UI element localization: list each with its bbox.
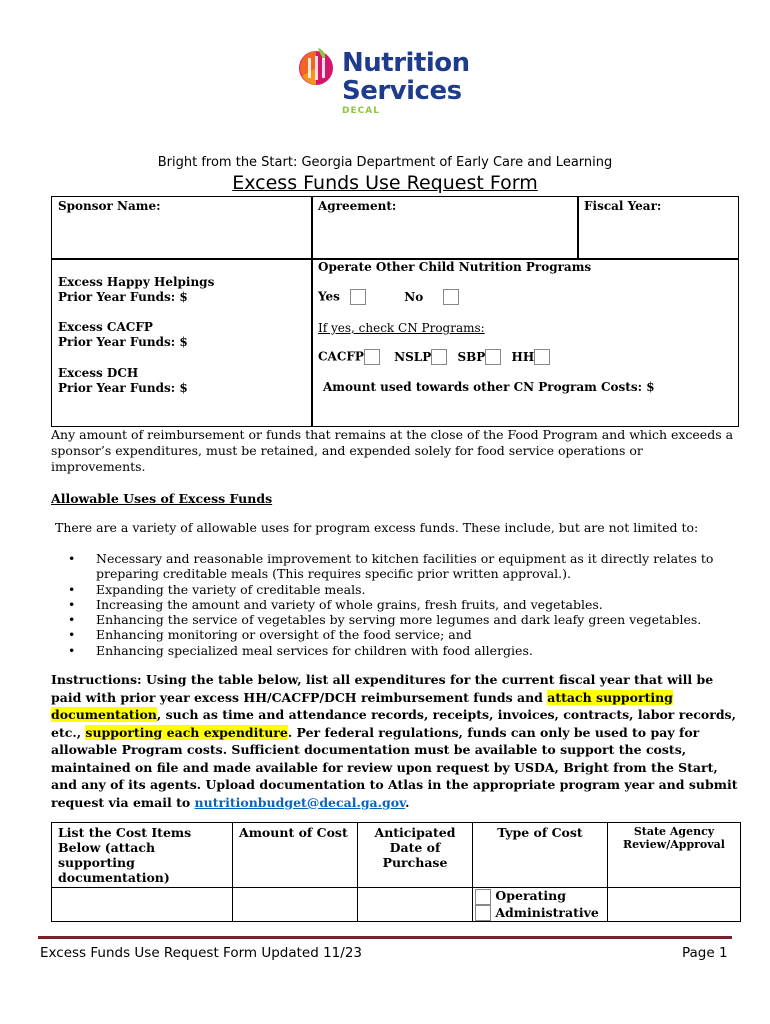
header-amount: Amount of Cost	[233, 823, 358, 888]
list-item: • Expanding the variety of creditable meals.	[60, 582, 720, 597]
cacfp-label-1: Excess CACFP	[58, 320, 153, 334]
page-number: Page 1	[682, 945, 728, 961]
header-approval: State Agency Review/Approval	[608, 823, 741, 888]
operating-label: Operating	[495, 888, 566, 903]
nutrition-services-logo-mark	[294, 46, 338, 90]
amount-cell[interactable]	[233, 888, 358, 922]
hh-label-1: Excess Happy Helpings	[58, 275, 215, 289]
list-item: • Necessary and reasonable improvement to kitchen facilities or equipment as it directly relates to preparing creditable meals (This requires specific prior written approval.).	[60, 551, 720, 582]
prior-year-funds-box	[51, 258, 313, 427]
amount-used-label: Amount used towards other CN Program Costs: $	[323, 380, 655, 394]
logo-subtext: DECAL	[342, 106, 380, 116]
dch-label-1: Excess DCH	[58, 366, 139, 380]
administrative-checkbox[interactable]	[475, 905, 491, 921]
no-checkbox[interactable]	[443, 289, 459, 305]
list-item: • Enhancing monitoring or oversight of the food service; and	[60, 627, 720, 642]
date-cell[interactable]	[358, 888, 473, 922]
cost-items-table	[51, 822, 741, 922]
nslp-program-label: NSLP	[394, 349, 432, 364]
sponsor-name-label: Sponsor Name:	[58, 199, 161, 213]
page-title: Excess Funds Use Request Form	[232, 172, 538, 194]
yes-checkbox[interactable]	[350, 289, 366, 305]
agreement-field[interactable]	[311, 196, 579, 260]
sbp-program-label: SBP	[457, 349, 486, 364]
department-name: Bright from the Start: Georgia Department of Early Care and Learning	[157, 155, 613, 170]
variety-paragraph: There are a variety of allowable uses for program excess funds. These include, but are not limited to:	[55, 520, 699, 535]
if-yes-label: If yes, check CN Programs:	[318, 321, 485, 335]
yes-label: Yes	[318, 289, 340, 304]
instructions-paragraph: Instructions: Using the table below, list all expenditures for the current fiscal year that will be paid with prior year excess HH/CACFP/DCH reimbursement funds and attach supporting documentation, such as time and attendance records, receipts, invoices, contracts, labor records, etc., supporting each expenditure. Per federal regulations, funds can only be used to pay for allowable Program costs. Sufficient documentation must be available to support the costs, maintained on file and made available for review upon request by USDA, Bright from the Start, and any of its agents. Upload documentation to Atlas in the appropriate program year and submit request via email to nutritionbudget@decal.ga.gov.	[51, 672, 738, 810]
list-item: • Increasing the amount and variety of whole grains, fresh fruits, and vegetables.	[60, 597, 720, 612]
fiscal-year-label: Fiscal Year:	[584, 199, 662, 213]
list-item: • Enhancing specialized meal services for children with food allergies.	[60, 643, 720, 658]
footer-form-name: Excess Funds Use Request Form Updated 11/23	[40, 945, 362, 961]
dch-label-2: Prior Year Funds: $	[58, 381, 188, 395]
approval-cell[interactable]	[608, 888, 741, 922]
header-date: Anticipated Date of Purchase	[358, 823, 473, 888]
table-header-row	[52, 823, 741, 888]
fiscal-year-field[interactable]	[577, 196, 739, 260]
no-label: No	[404, 289, 424, 304]
sponsor-name-field[interactable]	[51, 196, 313, 260]
operate-other-label: Operate Other Child Nutrition Programs	[318, 260, 592, 274]
cacfp-label-2: Prior Year Funds: $	[58, 335, 188, 349]
highlight-attach-docs: attach supporting documentation	[51, 689, 673, 722]
footer-rule	[38, 936, 732, 939]
email-link[interactable]: nutritionbudget@decal.ga.gov	[194, 794, 406, 810]
nslp-checkbox[interactable]	[431, 349, 447, 365]
hh-program-label: HH	[511, 349, 535, 364]
sbp-checkbox[interactable]	[485, 349, 501, 365]
header-cost-items: List the Cost Items Below (attach supporting documentation)	[52, 823, 233, 888]
hh-checkbox[interactable]	[534, 349, 550, 365]
operating-checkbox[interactable]	[475, 889, 491, 905]
logo-wordmark: Nutrition Services	[342, 48, 470, 106]
hh-label-2: Prior Year Funds: $	[58, 290, 188, 304]
type-cell	[473, 888, 608, 922]
header-type: Type of Cost	[473, 823, 608, 888]
allowable-uses-heading: Allowable Uses of Excess Funds	[51, 491, 273, 506]
cacfp-program-label: CACFP	[318, 349, 364, 364]
allowable-uses-list	[60, 551, 720, 658]
administrative-label: Administrative	[495, 904, 599, 920]
list-item: • Enhancing the service of vegetables by serving more legumes and dark leafy green vegetables.	[60, 612, 720, 627]
cacfp-checkbox[interactable]	[364, 349, 380, 365]
agreement-label: Agreement:	[318, 199, 397, 213]
table-row	[52, 888, 741, 922]
intro-paragraph: Any amount of reimbursement or funds that remains at the close of the Food Program and which exceeds a sponsor’s expenditures, must be retained, and expended solely for food service operations or improvements.	[51, 427, 734, 474]
highlight-each-expenditure: supporting each expenditure	[85, 724, 288, 740]
cost-item-cell[interactable]	[52, 888, 233, 922]
other-cn-programs-box	[311, 258, 739, 427]
